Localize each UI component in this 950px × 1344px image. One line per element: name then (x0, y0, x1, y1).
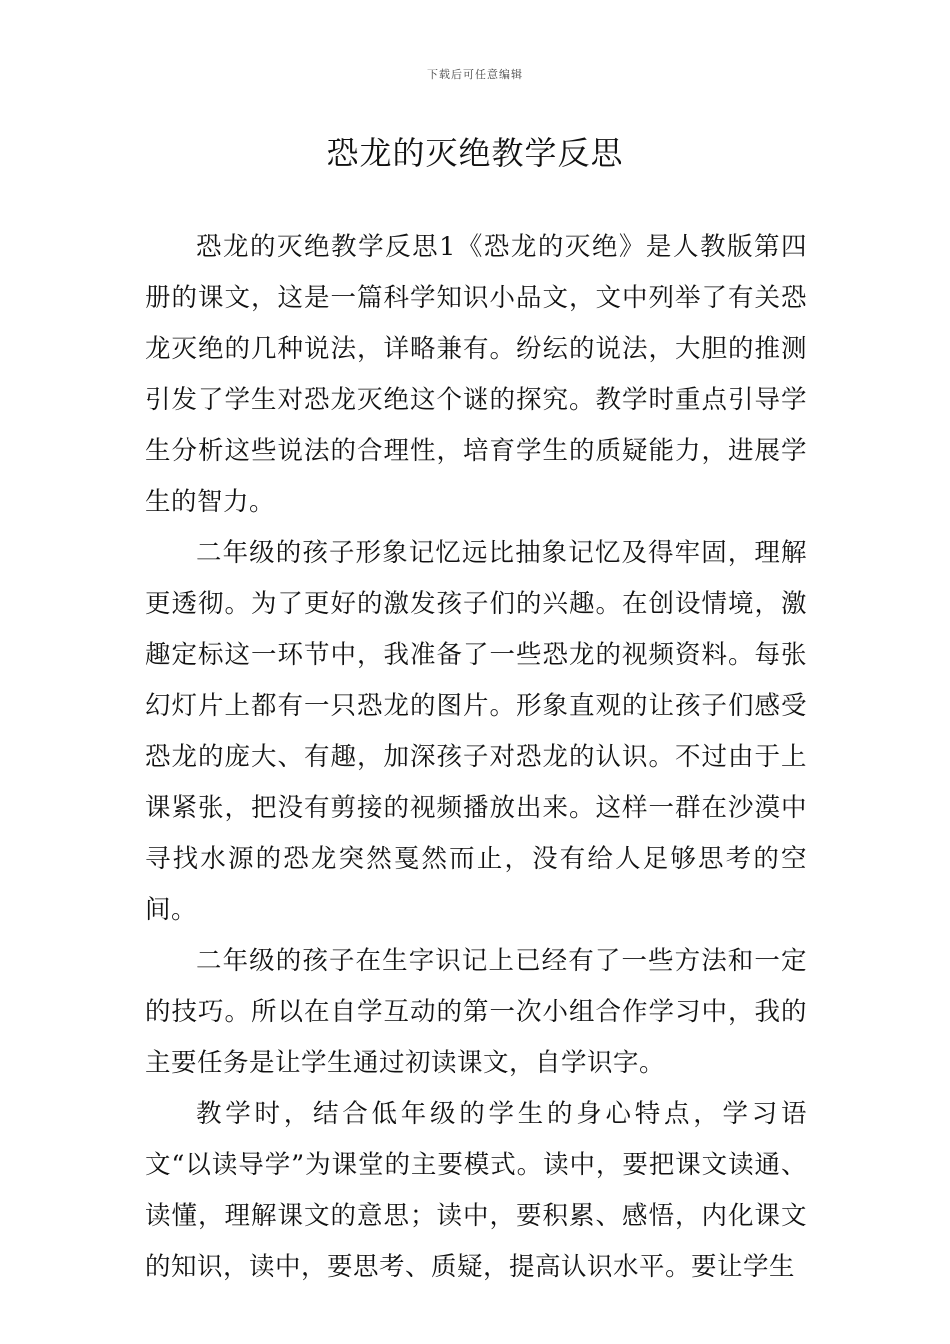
paragraph-2: 二年级的孩子形象记忆远比抽象记忆及得牢固，理解更透彻。为了更好的激发孩子们的兴趣。在创设情境，激趣定标这一环节中，我准备了一些恐龙的视频资料。每张幻灯片上都有一只恐龙的图片。形象直观的让孩子们感受恐龙的庞大、有趣，加深孩子对恐龙的认识。不过由于上课紧张，把没有剪接的视频播放出来。这样一群在沙漠中寻找水源的恐龙突然戛然而止，没有给人足够思考的空间。 (145, 538, 807, 925)
document-body (145, 222, 807, 1293)
paragraph-3: 二年级的孩子在生字识记上已经有了一些方法和一定的技巧。所以在自学互动的第一次小组合作学习中，我的主要任务是让学生通过初读课文，自学识字。 (145, 946, 807, 1078)
header-note: 下载后可任意编辑 (427, 68, 523, 81)
paragraph-4: 教学时，结合低年级的学生的身心特点，学习语文“以读导学”为课堂的主要模式。读中，要把课文读通、读懂，理解课文的意思；读中，要积累、感悟，内化课文的知识，读中，要思考、质疑，提高认识水平。要让学生 (145, 1099, 807, 1282)
paragraph-1: 恐龙的灭绝教学反思1《恐龙的灭绝》是人教版第四册的课文，这是一篇科学知识小品文，文中列举了有关恐龙灭绝的几种说法，详略兼有。纷纭的说法，大胆的推测引发了学生对恐龙灭绝这个谜的探究。教学时重点引导学生分析这些说法的合理性，培育学生的质疑能力，进展学生的智力。 (145, 232, 807, 517)
document-title: 恐龙的灭绝教学反思 (326, 134, 624, 172)
